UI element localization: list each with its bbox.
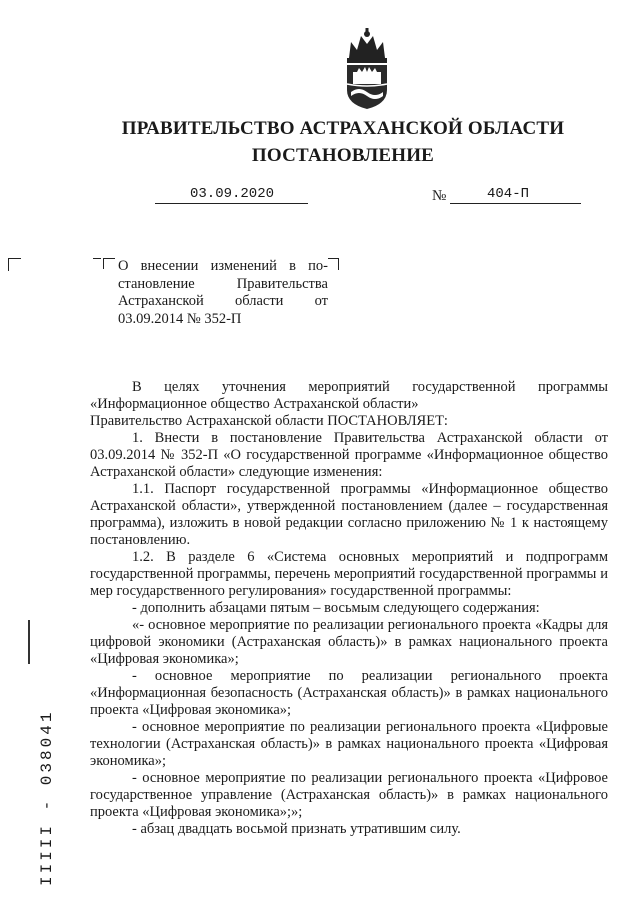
document-body xyxy=(90,379,608,838)
organization-title: ПРАВИТЕЛЬСТВО АСТРАХАНСКОЙ ОБЛАСТИ xyxy=(121,118,565,139)
astrakhan-coat-of-arms-icon xyxy=(341,28,393,110)
document-subject xyxy=(118,258,328,328)
subject-line: становление Правительства xyxy=(118,275,328,292)
item-1-paragraph: 1. Внести в постановление Правительства Астраханской области от 03.09.2014 № 352-П «О государственной программе «Информационное общество Астраханской области» следующие изменения: xyxy=(90,430,608,480)
amendment-paragraph: - основное мероприятие по реализации регионального проекта «Цифровые технологии (Астраханская область)» в рамках национального проекта «Цифровая экономика»; xyxy=(90,719,608,769)
subject-corner-mark-outer xyxy=(93,258,101,259)
subject-line: О внесении изменений в по- xyxy=(118,258,328,274)
subject-line: Астраханской области от xyxy=(118,293,328,309)
serial-number-text: ІІІІІ - 038041 xyxy=(38,709,56,886)
amendment-paragraph: - основное мероприятие по реализации регионального проекта «Информационная безопасность (Астраханская область)» в рамках национального проекта «Цифровая экономика»; xyxy=(90,668,608,718)
date-underline xyxy=(155,203,308,204)
document-date: 03.09.2020 xyxy=(190,186,275,202)
item-1-1-paragraph: 1.1. Паспорт государственной программы «Информационное общество Астраханской области», утвержденной постановлением (далее – государственная программа), изложить в новой редакции согласно приложению № 1 к настоящему постановлению. xyxy=(90,481,608,548)
amendment-paragraph: «- основное мероприятие по реализации регионального проекта «Кадры для цифровой экономики (Астраханская область)» в рамках национального проекта «Цифровая экономика»; xyxy=(90,617,608,667)
document-type-title: ПОСТАНОВЛЕНИЕ xyxy=(251,145,435,166)
margin-line-mark xyxy=(28,620,30,664)
left-margin-corner-mark xyxy=(8,258,21,271)
subject-corner-mark-right xyxy=(328,258,339,270)
amendment-paragraph: - дополнить абзацами пятым – восьмым следующего содержания: xyxy=(132,600,540,616)
number-sign: № xyxy=(432,188,447,204)
item-1-2-paragraph: 1.2. В разделе 6 «Система основных мероприятий и подпрограмм государственной программы, перечень мероприятий государственной программы и мер государственного регулирования» государственной программы: xyxy=(90,549,608,599)
subject-corner-mark-left xyxy=(103,258,115,269)
resolution-clause: Правительство Астраханской области ПОСТАНОВЛЯЕТ: xyxy=(90,413,448,429)
amendment-paragraph: - основное мероприятие по реализации регионального проекта «Цифровое государственное управление (Астраханская область)» в рамках национального проекта «Цифровая экономика»;»; xyxy=(90,770,608,820)
subject-line: 03.09.2014 № 352-П xyxy=(118,310,242,327)
preamble-paragraph: В целях уточнения мероприятий государственной программы «Информационное общество Астраханской области» xyxy=(90,379,608,412)
amendment-paragraph: - абзац двадцать восьмой признать утратившим силу. xyxy=(132,821,461,837)
document-number: 404-П xyxy=(487,186,530,202)
number-underline xyxy=(450,203,581,204)
